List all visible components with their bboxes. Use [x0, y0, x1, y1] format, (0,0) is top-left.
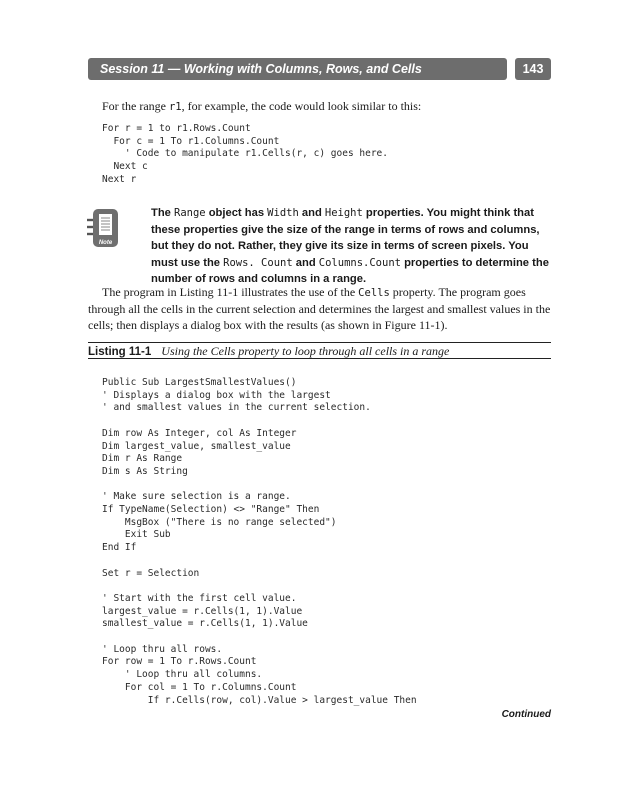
listing-title: Using the Cells property to loop through all cells in a range: [161, 344, 450, 358]
note-icon: [87, 205, 135, 251]
continued-label: Continued: [501, 709, 551, 720]
intro-paragraph: [102, 98, 552, 115]
inline-code: Range: [174, 207, 206, 219]
note-icon-label: Note: [98, 240, 113, 246]
page-number-box: [515, 58, 551, 80]
code-sample: For r = 1 to r1.Rows.Count For c = 1 To r1.Columns.Count ' Code to manipulate r1.Cells(r, c) goes here. Next c Next r: [102, 123, 388, 185]
inline-code: Cells: [358, 287, 390, 299]
listing-top-rule: [88, 342, 551, 343]
note-text: The Range object has Width and Height properties. You might think that these properties give the size of the range in terms of rows and columns, but they do not. Rather, they give its size in terms of screen pixels. You must use the Rows. Count and Columns.Count properties to determine the number of rows and columns in a range.: [151, 207, 549, 285]
listing-label: Listing 11-1: [88, 346, 152, 358]
running-header-title: Session 11 — Working with Columns, Rows, and Cells: [100, 62, 422, 76]
inline-code: Columns.Count: [318, 256, 401, 269]
inline-code: r1: [168, 101, 182, 113]
listing-code: Public Sub LargestSmallestValues() ' Displays a dialog box with the largest ' and smallest values in the current selection. Dim row As Integer, col As Integer Dim largest_value, smallest_value Dim r As Range Dim s As String ' Make sure selection is a range. If TypeName(Selection) <> "Range" Then MsgBox ("There is no range selected") Exit Sub End If Set r = Selection ' Start with the first cell value. largest_value = r.Cells(1, 1).Value smallest_value = r.Cells(1, 1).Value ' Loop thru all rows. For row = 1 To r.Rows.Count ' Loop thru all columns. For col = 1 To r.Columns.Count If r.Cells(row, col).Value > largest_value Then: [102, 377, 417, 706]
inline-code: Rows. Count: [223, 256, 293, 269]
listing-bottom-rule: [88, 358, 551, 359]
intro-text: For the range: [102, 99, 169, 113]
page-number: 143: [522, 62, 544, 76]
inline-code: Height: [324, 207, 363, 219]
intro-text: , for example, the code would look similar to this:: [181, 99, 422, 113]
running-header-bar: [88, 58, 507, 80]
body-paragraph: The program in Listing 11-1 illustrates the use of the Cells property. The program goes through all the cells in the current selection and determines the largest and smallest values in the cells; then displays a dialog box with the results (as shown in Figure 11-1).: [88, 285, 551, 332]
listing-caption: [88, 344, 449, 359]
inline-code: Width: [267, 207, 299, 219]
